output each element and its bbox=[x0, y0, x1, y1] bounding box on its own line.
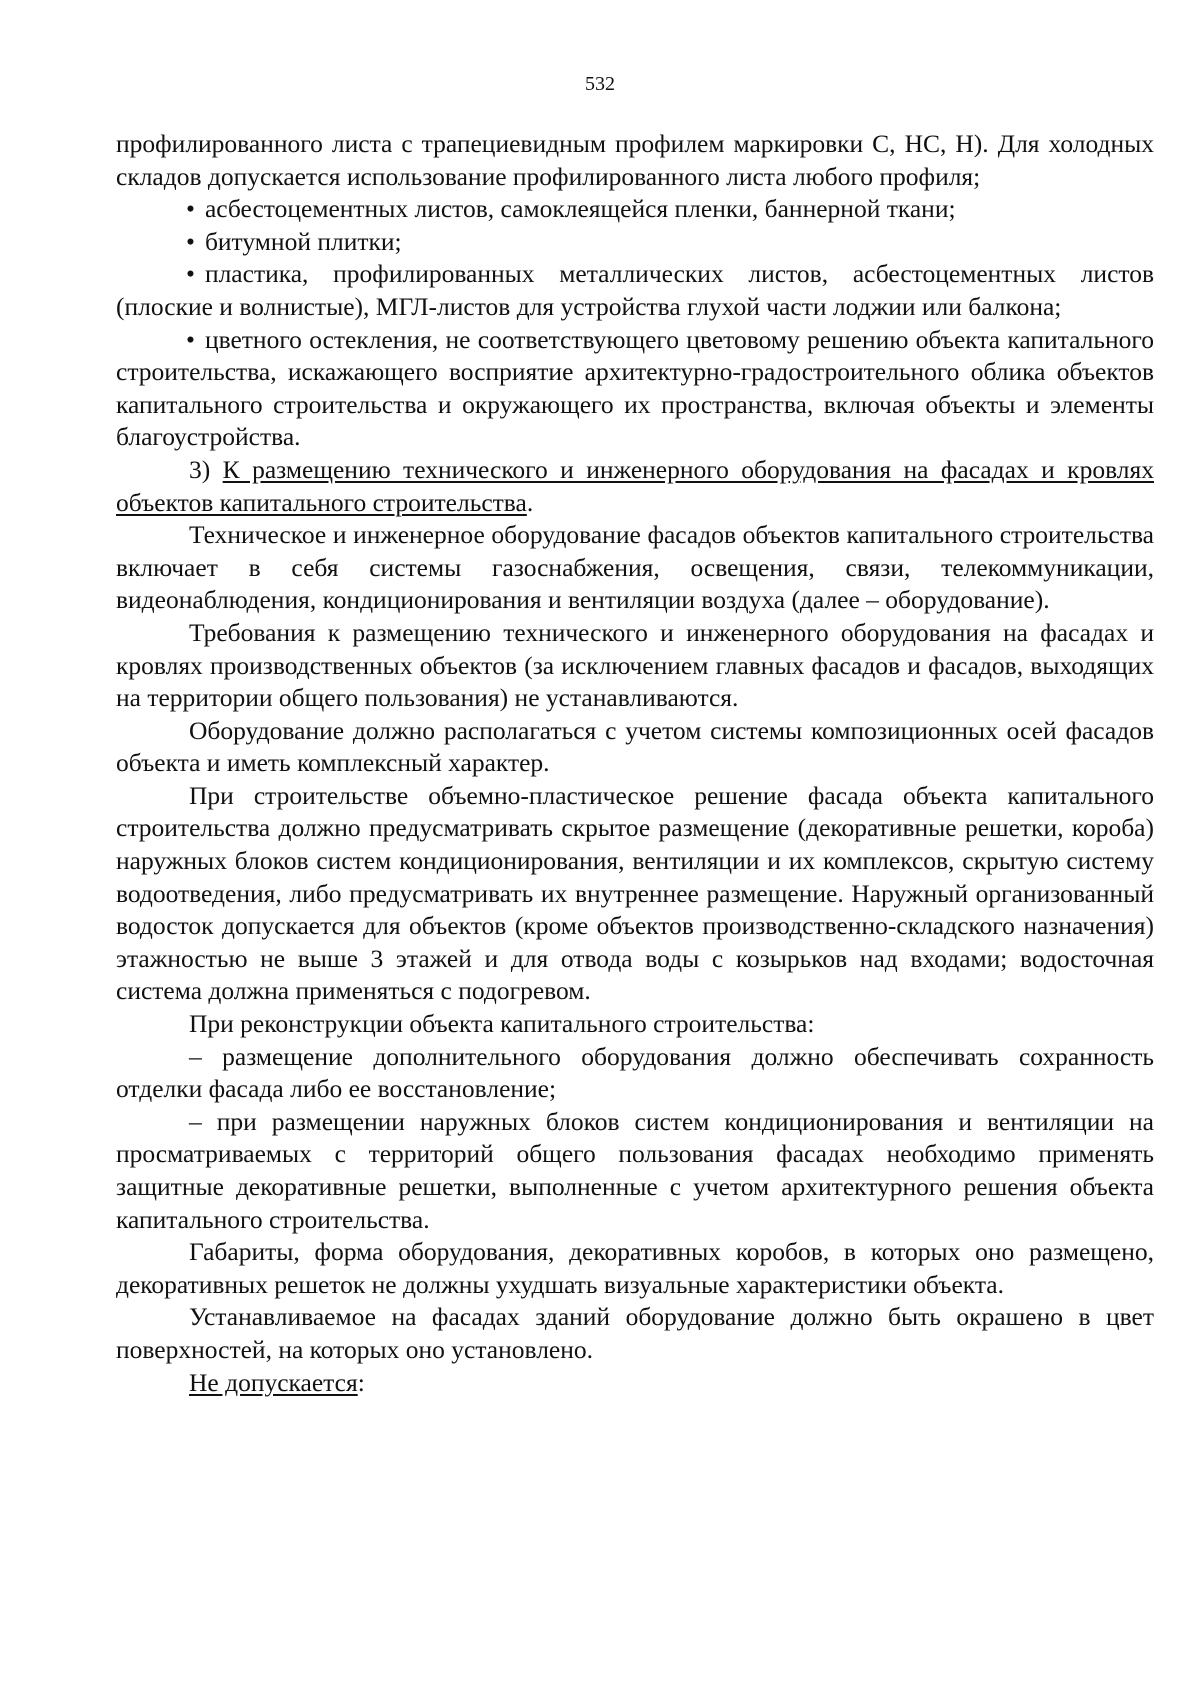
paragraph-continuation: профилированного листа с трапециевидным профилем маркировки С, НС, Н). Для холодных складов допускается использование профилированного листа любого профиля; bbox=[116, 129, 1154, 191]
dash-item: – размещение дополнительного оборудования должно обеспечивать сохранность отделки фасада либо ее восстановление; bbox=[116, 1041, 1154, 1104]
bullet-icon: • bbox=[186, 226, 195, 256]
bullet-icon: • bbox=[186, 259, 195, 289]
bullet-icon: • bbox=[186, 324, 195, 354]
bullet-text: битумной плитки; bbox=[204, 226, 402, 256]
paragraph: Устанавливаемое на фасадах зданий оборудование должно быть окрашено в цвет поверхностей, на которых оно установлено. bbox=[116, 1302, 1154, 1364]
paragraph: При реконструкции объекта капитального строительства: bbox=[189, 1009, 815, 1039]
paragraph: Требования к размещению технического и инженерного оборудования на фасадах и кровлях производственных объектов (за исключением главных фасадов и фасадов, выходящих на территории общего пользования) не устанавливаются. bbox=[116, 617, 1154, 713]
not-allowed-label: Не допускается bbox=[189, 1367, 358, 1397]
section-heading bbox=[116, 454, 1154, 519]
paragraph: При строительстве объемно-пластическое решение фасада объекта капитального строительства должно предусматривать скрытое размещение (декоративные решетки, короба) наружных блоков систем кондиционирования, вентиляции и их комплексов, скрытую систему водоотведения, либо предусматривать их внутреннее размещение. Наружный организованный водосток допускается для объектов (кроме объектов производственно-складского назначения) этажностью не выше 3 этажей и для отвода воды с козырьков над входами; водосточная система должна применяться с подогревом. bbox=[116, 780, 1154, 1006]
paragraph: Оборудование должно располагаться с учетом системы композиционных осей фасадов объекта и иметь комплексный характер. bbox=[116, 715, 1154, 778]
section-number: 3) bbox=[189, 454, 223, 484]
bullet-item bbox=[116, 193, 1154, 226]
bullet-text: цветного остекления, не соответствующего цветовому решению объекта капитального строительства, искажающего восприятие архитектурно-градостроительного облика объектов капитального строительства и окружающего их пространства, включая объекты и элементы благоустройства. bbox=[116, 324, 1154, 452]
bullet-item bbox=[116, 226, 1154, 259]
section-title-end: . bbox=[526, 487, 534, 517]
paragraph: Габариты, форма оборудования, декоративных коробов, в которых оно размещено, декоративных решеток не должны ухудшать визуальные характеристики объекта. bbox=[116, 1237, 1154, 1299]
dash-item: – при размещении наружных блоков систем кондиционирования и вентиляции на просматриваемых с территорий общего пользования фасадах необходимо применять защитные декоративные решетки, выполненные с учетом архитектурного решения объекта капитального строительства. bbox=[116, 1106, 1154, 1234]
bullet-text: асбестоцементных листов, самоклеящейся пленки, баннерной ткани; bbox=[204, 194, 956, 224]
document-body bbox=[116, 128, 1154, 1399]
subheading-not-allowed bbox=[116, 1367, 1154, 1400]
page-number: 532 bbox=[585, 73, 615, 95]
bullet-text: пластика, профилированных металлических листов, асбестоцементных листов (плоские и волнистые), МГЛ-листов для устройства глухой части лоджии или балкона; bbox=[116, 259, 1154, 321]
not-allowed-colon: : bbox=[357, 1367, 365, 1397]
bullet-item bbox=[116, 324, 1154, 454]
section-title: К размещению технического и инженерного оборудования на фасадах и кровлях объектов капитального строительства bbox=[116, 454, 1154, 517]
paragraph: Техническое и инженерное оборудование фасадов объектов капитального строительства включает в себя системы газоснабжения, освещения, связи, телекоммуникации, видеонаблюдения, кондиционирования и вентиляции воздуха (далее – оборудование). bbox=[116, 520, 1154, 615]
bullet-icon: • bbox=[186, 194, 195, 224]
bullet-item bbox=[116, 258, 1154, 323]
